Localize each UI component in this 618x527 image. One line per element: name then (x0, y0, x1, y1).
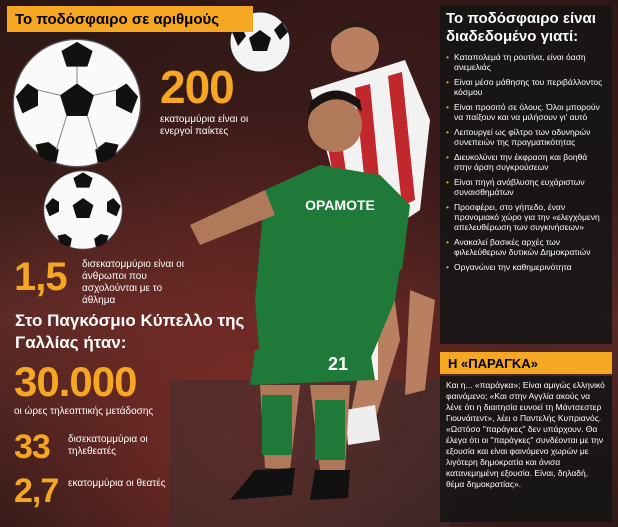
wc-stat-hours-number: 30.000 (14, 358, 137, 405)
reason-item (446, 177, 606, 197)
reason-text: Διευκολύνει την έκφραση και βοηθά στην άρση συγκρούσεων (454, 152, 588, 172)
reason-item (446, 237, 606, 257)
wc-stat-spectators-number: 2,7 (14, 472, 59, 510)
page-title: Το ποδόσφαιρο σε αριθμούς (7, 6, 253, 32)
paragka-text: Και η... «παράγκα»; Είναι αμιγώς ελληνικό φαινόμενο; «Και στην Αγγλία ακούς να λένε ότι η διαιτησία ευνοεί τη Μάντσεστερ Γιουνάιτεντ», λέει ο Παντελής Κυπριανός. «Ωστόσο "παράγκες" δεν υπάρχουν. Θα έλεγα ότι οι "παράγκες" συνδέονται με την εξουσία και είναι φαινόμενο χωρών με λιγότερη δημοκρατία και άνισα κατανεμημένη εξουσία. Είναι, δηλαδή, θέμα δημοκρατίας». (440, 376, 612, 522)
reason-text: Είναι μέσο μάθησης του περιβάλλοντος κόσμου (454, 77, 603, 97)
bullet-icon: • (446, 127, 449, 137)
bullet-icon: • (446, 152, 449, 162)
reason-item (446, 202, 606, 232)
reason-item (446, 152, 606, 172)
wc-stat-hours-text: οι ώρες τηλεοπτικής μετάδοσης (14, 406, 154, 417)
reasons-title: Το ποδόσφαιρο είναι διαδεδομένο γιατί: (446, 10, 596, 45)
reason-item (446, 102, 606, 122)
bullet-icon: • (446, 77, 449, 87)
bullet-icon: • (446, 102, 449, 112)
reason-text: Είναι προσιτό σε όλους. Όλοι μπορούν να παίξουν και να μιλήσουν γι' αυτό (454, 102, 600, 122)
reason-item (446, 262, 606, 272)
bullet-icon: • (446, 237, 449, 247)
reason-item (446, 52, 606, 72)
jersey-number: 21 (328, 354, 349, 374)
stat-1-5-text: δισεκατομμύριο είναι οι άνθρωποι που ασχολούνται με το άθλημα (82, 259, 184, 306)
stat-200-text: εκατομμύρια είναι οι ενεργοί παίκτες (160, 114, 249, 137)
reason-item (446, 77, 606, 97)
wc-stat-viewers-text: δισεκατομμύρια οι τηλεθεατές (68, 434, 148, 457)
wc-stat-viewers-number: 33 (14, 428, 50, 466)
reason-text: Οργανώνει την καθημερινότητα (454, 262, 572, 272)
stat-1-5-number: 1,5 (14, 255, 67, 299)
stat-200-number: 200 (160, 61, 234, 113)
reason-item (446, 127, 606, 147)
bullet-icon: • (446, 262, 449, 272)
soccer-ball-small-icon (43, 170, 123, 250)
jersey-sponsor: OPAMOTE (305, 197, 375, 213)
world-cup-heading: Στο Παγκόσμιο Κύπελλο της Γαλλίας ήταν: (15, 311, 245, 352)
reason-text: Προσφέρει, στο γήπεδο, έναν προνομιακό χώρο για την «ελεγχόμενη απελευθέρωση των συγκινήσεων» (454, 202, 600, 232)
reason-text: Είναι πηγή ανάβλυσης ευχάριστων συναισθημάτων (454, 177, 585, 197)
bullet-icon: • (446, 202, 449, 212)
soccer-ball-large-icon (12, 38, 142, 168)
reason-text: Καταπολεμά τη ρουτίνα, είναι όαση ανεμελιάς (454, 52, 586, 72)
paragka-title: Η «ΠΑΡΑΓΚΑ» (440, 352, 612, 374)
reason-text: Λειτουργεί ως φίλτρο των οδυνηρών συνεπειών της πραγματικότητας (454, 127, 591, 147)
bullet-icon: • (446, 52, 449, 62)
reasons-list (446, 52, 606, 272)
wc-stat-spectators-text: εκατομμύρια οι θεατές (68, 478, 166, 489)
reasons-panel (440, 6, 612, 344)
bullet-icon: • (446, 177, 449, 187)
reason-text: Ανακαλεί βασικές αρχές των φιλελεύθερων δυτικών Δημοκρατιών (454, 237, 591, 257)
